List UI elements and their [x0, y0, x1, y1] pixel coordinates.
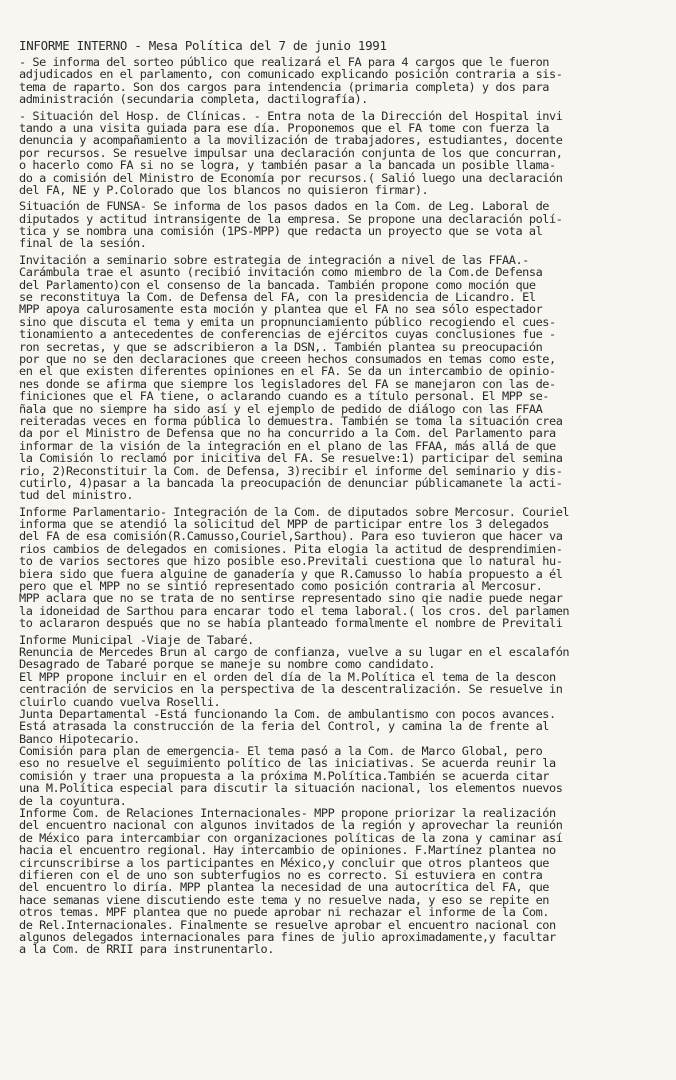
text-line: o hacerlo como FA si no se logra, y también pasar a la bancada un posible llama- — [19, 158, 556, 173]
text-line: to aclararon después que no se había planteado formalmente el nombre de Previtali — [19, 616, 563, 631]
text-line: Informe Municipal -Viaje de Tabaré. — [19, 632, 254, 647]
text-line: tionamiento a antecedentes de conferencias de ejércitos cuyas conclusiones fue - — [19, 327, 556, 342]
text-line: tema de raparto. Son dos cargos para intendencia (primaria completa) y dos para — [19, 79, 549, 94]
text-line: Banco Hipotecario. — [19, 731, 140, 746]
text-line: biera sido que fuera alguine de ganadería y que R.Camusso lo había propuesto a él — [19, 566, 563, 581]
text-line: Invitación a seminario sobre estrategia de integración a nivel de las FFAA.- — [19, 252, 529, 267]
text-line: por recursos. Se resuelve impulsar una declaración conjunta de los que concurran, — [19, 145, 563, 160]
text-line: informa que se atendió la solicitud del MPP de participar entre los 3 delegados — [19, 517, 549, 532]
text-line: otros temas. MPF plantea que no puede aprobar ni rechazar el informe de la Com. — [19, 905, 549, 920]
text-line: hacia el encuentro regional. Hay intercambio de opiniones. F.Martínez plantea no — [19, 843, 556, 858]
text-line: cutirlo, 4)pasar a la bancada la preocupación de denunciar públicamanete la acti- — [19, 475, 563, 490]
text-line: eso no resuelve el seguimiento político de las iniciativas. Se acuerda reunir la — [19, 756, 556, 771]
text-line: sino que discuta el tema y emita un propnunciamiento público recogiendo el cues- — [19, 314, 556, 329]
text-line: Junta Departamental -Está funcionando la Com. de ambulantismo con pocos avances. — [19, 706, 556, 721]
text-line: tando a una visita guiada para ese día. Proponemos que el FA tome con fuerza la — [19, 120, 549, 135]
text-line: da por el Ministro de Defensa que no ha concurrido a la Com. del Parlamento para — [19, 426, 556, 441]
text-line: del encuentro nacional con algunos invitados de la región y aprovechar la reunión — [19, 818, 563, 833]
text-line: a la Com. de RRII para instrunentarlo. — [19, 942, 274, 957]
text-line: de Rel.Internacionales. Finalmente se resuelve aprobar el encuentro nacional con — [19, 917, 556, 932]
text-line: to de varios sectores que hizo posible eso.Previtali cuestiona que lo natural hu- — [19, 554, 563, 569]
text-line: cluirlo cuando vuelva Roselli. — [19, 694, 221, 709]
text-line: circunscribirse a los participantes en México,y concluir que otros planteos que — [19, 855, 549, 870]
text-line: - Se informa del sorteo público que realizará el FA para 4 cargos que le fueron — [19, 55, 549, 69]
text-line: hace semanas viene discutiendo este tema y no resuelve nada, y eso se repite en — [19, 892, 549, 907]
text-line: del encuentro lo diría. MPP plantea la necesidad de una autocrítica del FA, que — [19, 880, 549, 895]
text-line: do a comisión del Ministro de Economía por recursos.( Salió luego una declaración — [19, 170, 563, 185]
text-line: MPP apoya calurosamente esta moción y plantea que el FA no sea sólo espectador — [19, 302, 543, 317]
text-line: se reconstituya la Com. de Defensa del FA, con la presidencia de Licandro. El — [19, 290, 536, 305]
text-line: Carámbula trae el asunto (recibió invitación como miembro de la Com.de Defensa — [19, 265, 543, 280]
text-line: MPP aclara que no se trata de no sentirse representado sino qie nadie puede negar — [19, 591, 563, 606]
text-line: nes donde se afirma que siempre los legisladores del FA se manejaron con las de- — [19, 376, 556, 391]
text-line: final de la sesión. — [19, 236, 147, 251]
text-line: rios cambios de delegados en comisiones. Pita elogia la actitud de desprendimien- — [19, 541, 563, 556]
text-line: Renuncia de Mercedes Brun al cargo de confianza, vuelve a su lugar en el escalafón — [19, 644, 570, 659]
text-line: una M.Política especial para discutir la situación nacional, los elementos nuevos — [19, 781, 563, 796]
paragraph — [19, 634, 636, 956]
text-line: difieren con el de uno son subterfugios no es correcto. Si estuviera en contra — [19, 868, 543, 882]
text-line: - Situación del Hosp. de Clínicas. - Entra nota de la Dirección del Hospital invi — [19, 108, 563, 123]
text-line: adjudicados en el parlamento, con comunicado explicando posición contraria a sis- — [19, 67, 563, 82]
text-line: centración de servicios en la perspectiva de la descentralización. Se resuelve in — [19, 682, 563, 697]
text-line: del Parlamento)con el consenso de la bancada. También propone como moción que — [19, 277, 536, 292]
text-line: tica y se nombra una comisión (1PS-MPP) que redacta un proyecto que se vota al — [19, 224, 543, 239]
text-line: algunos delegados internacionales para fines de julio aproximadamente,y facultar — [19, 929, 556, 944]
text-line: Situación de FUNSA- Se informa de los pasos dados en la Com. de Leg. Laboral de — [19, 199, 549, 214]
text-line: ron secretas, y que se adscribieron a la DSN,. También plantea su preocupación — [19, 339, 543, 354]
text-line: pero que el MPP no se sintió representado como posición contraria al Mercosur. — [19, 579, 543, 594]
document-title: INFORME INTERNO - Mesa Política del 7 de junio 1991 — [19, 38, 387, 53]
text-line: denuncia y acompañamiento a la movilización de trabajadores, estudiantes, docente — [19, 133, 563, 148]
paragraph — [19, 110, 636, 197]
text-line: reiteradas veces en forma pública lo demuestra. También se toma la situación crea — [19, 413, 563, 428]
text-line: Está atrasada la construcción de la feria del Control, y camina la de frente al — [19, 719, 549, 734]
text-line: del FA de esa comisión(R.Camusso,Couriel,Sarthou). Para eso tuvieron que hacer va — [19, 529, 563, 544]
text-line: finiciones que el FA tiene, o aclarando cuando es a título personal. El MPP se- — [19, 389, 549, 404]
text-line: la idoneidad de Sarthou para encarar todo el tema laboral.( los cros. del parlamen — [19, 603, 570, 618]
text-line: de la coyuntura. — [19, 793, 127, 808]
text-line: de México para intercambiar con organizaciones políticas de la zona y caminar así — [19, 830, 563, 845]
text-line: Comisión para plan de emergencia- El tema pasó a la Com. de Marco Global, pero — [19, 744, 543, 759]
paragraph — [19, 254, 636, 502]
text-line: Informe Parlamentario- Integración de la Com. de diputados sobre Mercosur. Couriel — [19, 504, 570, 519]
text-line: comisión y traer una propuesta a la próxima M.Política.También se acuerda citar — [19, 768, 549, 783]
text-line: Desagrado de Tabaré porque se maneje su nombre como candidato. — [19, 657, 435, 672]
text-line: rio, 2)Reconstituir la Com. de Defensa, 3)recibir el informe del seminario y dis- — [19, 463, 563, 478]
text-line: la Comisión lo reclamó por inicitiva del FA. Se resuelve:1) participar del semina — [19, 451, 563, 466]
text-line: ñala que no siempre ha sido así y el ejemplo de pedido de diálogo con las FFAA — [19, 401, 543, 416]
text-line: El MPP propone incluir en el orden del día de la M.Política el tema de la descon — [19, 669, 556, 684]
text-line: en el que existen diferentes opiniones en el FA. Se da un intercambio de opinio- — [19, 364, 556, 379]
text-line: tud del ministro. — [19, 488, 134, 503]
document-body — [19, 56, 636, 956]
text-line: del FA, NE y P.Colorado que los blancos no quisieron firmar). — [19, 182, 429, 197]
paragraph — [19, 56, 636, 106]
text-line: administración (secundaria completa, dactilografía). — [19, 92, 368, 107]
text-line: por que no se den declaraciones que creeen hechos consumados en temas como este, — [19, 351, 556, 366]
paragraph — [19, 200, 636, 250]
text-line: informar de la visión de la integración en el plano de las FFAA, más allá de que — [19, 438, 556, 453]
text-line: Informe Com. de Relaciones Internacionales- MPP propone priorizar la realización — [19, 806, 556, 821]
text-line: diputados y actitud intransigente de la empresa. Se propone una declaración polí- — [19, 211, 563, 226]
paragraph — [19, 506, 636, 630]
